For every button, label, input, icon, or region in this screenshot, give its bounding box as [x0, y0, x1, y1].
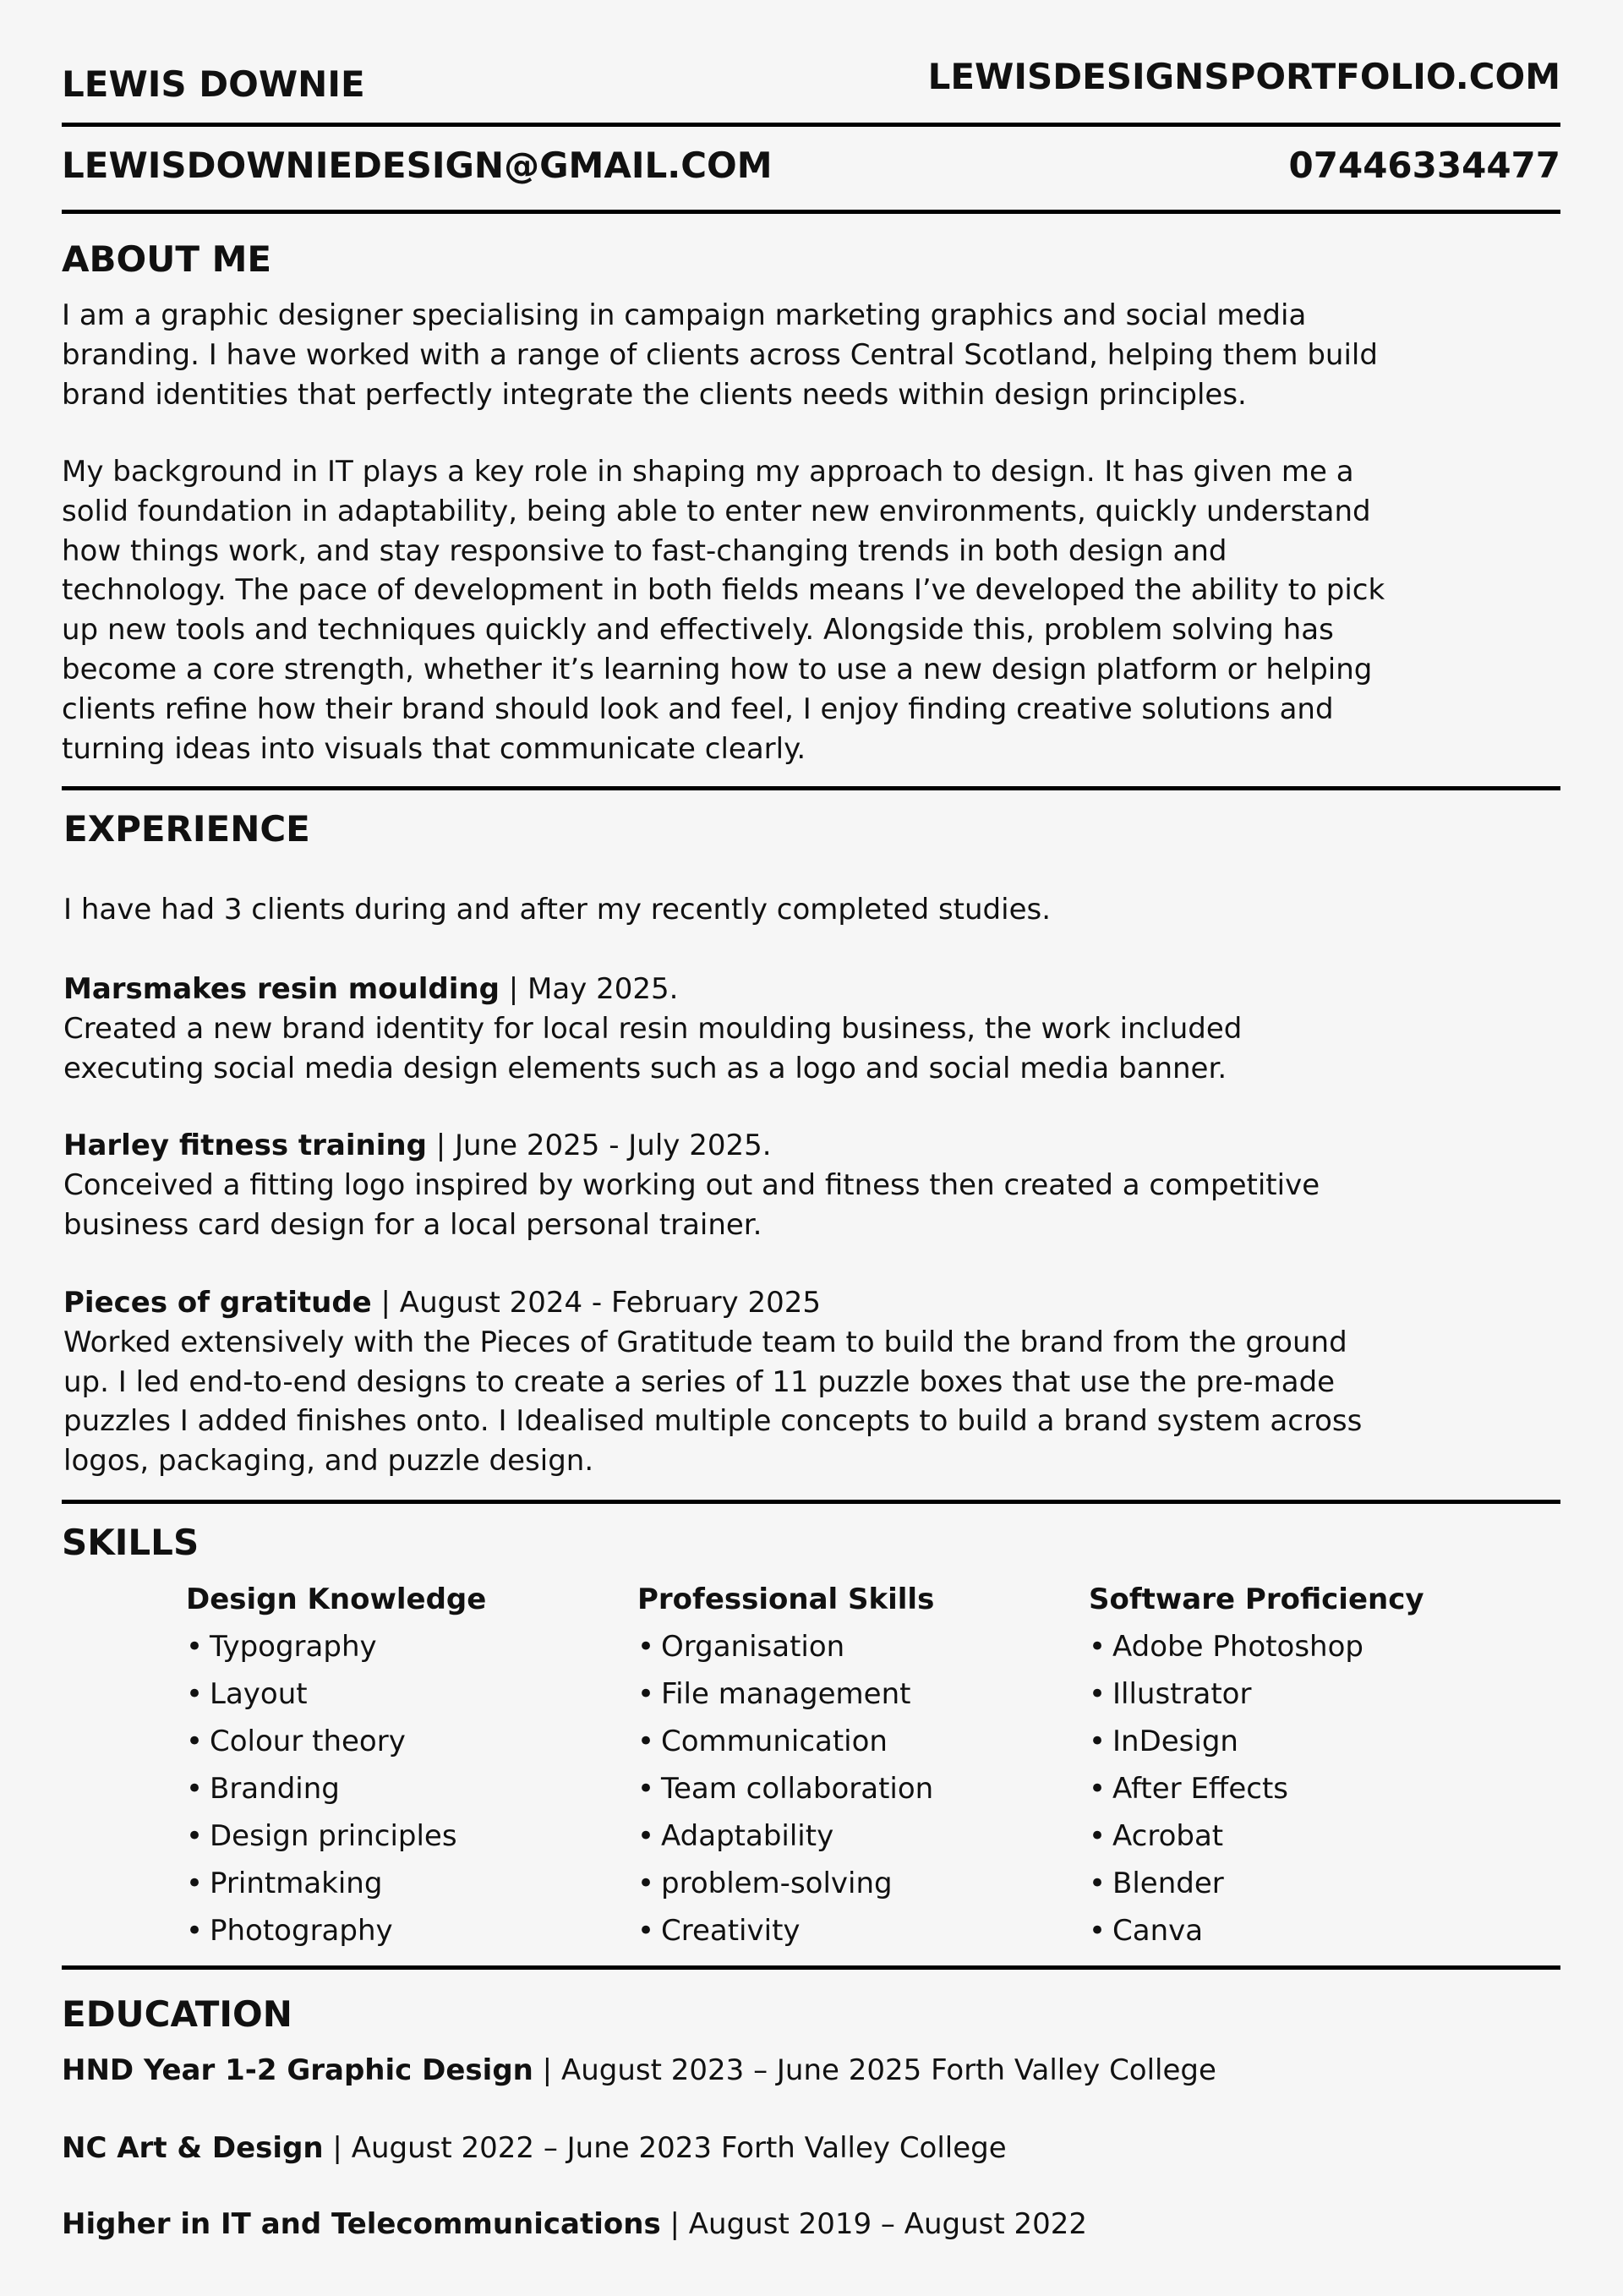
text-line: executing social media design elements such as a logo and social media banner.	[63, 1051, 1227, 1085]
education-details: | August 2023 – June 2025 Forth Valley College	[533, 2053, 1216, 2087]
skills-column-heading: Professional Skills	[637, 1583, 935, 1616]
text-line: business card design for a local personal trainer.	[63, 1207, 762, 1242]
text-line: logos, packaging, and puzzle design.	[63, 1444, 594, 1479]
skill-item	[1089, 1623, 1424, 1670]
education-title: EDUCATION	[62, 1993, 292, 2035]
skills-column-heading: Software Proficiency	[1089, 1583, 1424, 1616]
website: LEWISDESIGNSPORTFOLIO.COM	[927, 56, 1560, 97]
skill-label: Adaptability	[661, 1819, 834, 1853]
text-line: become a core strength, whether it’s learning how to use a new design platform or helping	[62, 652, 1373, 686]
bullet-icon: •	[1089, 1867, 1107, 1900]
about-paragraph-1	[62, 296, 1378, 414]
text-line: up new tools and techniques quickly and effectively. Alongside this, problem solving has	[62, 613, 1334, 648]
skill-label: After Effects	[1112, 1772, 1289, 1806]
experience-entry	[63, 970, 1242, 1088]
text-line: puzzles I added finishes onto. I Idealised multiple concepts to build a brand system across	[63, 1404, 1363, 1439]
skill-item	[186, 1765, 486, 1812]
skills-column-heading: Design Knowledge	[186, 1583, 487, 1616]
text-line: solid foundation in adaptability, being able to enter new environments, quickly understand	[62, 494, 1371, 528]
client-name: Pieces of gratitude	[63, 1286, 372, 1320]
divider	[62, 1965, 1560, 1970]
text-line: turning ideas into visuals that communicate clearly.	[62, 731, 806, 766]
skill-item	[1089, 1860, 1424, 1907]
skill-item	[1089, 1670, 1424, 1718]
education-details: | August 2022 – June 2023 Forth Valley College	[323, 2131, 1007, 2165]
skill-label: InDesign	[1112, 1725, 1238, 1758]
education-entry	[62, 2051, 1216, 2091]
bullet-icon: •	[186, 1725, 204, 1758]
bullet-icon: •	[1089, 1914, 1107, 1948]
education-entry	[62, 2205, 1087, 2244]
skill-item	[186, 1907, 486, 1954]
skill-item	[637, 1907, 934, 1954]
skill-item	[637, 1765, 934, 1812]
skills-column	[1089, 1576, 1424, 1954]
skill-item	[186, 1812, 486, 1860]
text-line: Conceived a fitting logo inspired by working out and fitness then created a competitive	[63, 1167, 1320, 1202]
text-line: branding. I have worked with a range of clients across Central Scotland, helping them build	[62, 337, 1378, 372]
experience-title: EXPERIENCE	[63, 808, 310, 850]
skill-label: Printmaking	[210, 1867, 383, 1900]
divider	[62, 210, 1560, 214]
bullet-icon: •	[186, 1677, 204, 1711]
bullet-icon: •	[186, 1819, 204, 1853]
skill-item	[637, 1718, 934, 1765]
bullet-icon: •	[186, 1630, 204, 1664]
bullet-icon: •	[186, 1772, 204, 1806]
text-line: brand identities that perfectly integrate the clients needs within design principles.	[62, 377, 1247, 412]
skill-label: Blender	[1112, 1867, 1224, 1900]
client-name: Marsmakes resin moulding	[63, 972, 500, 1006]
about-paragraph-2	[62, 452, 1385, 768]
skill-item	[637, 1812, 934, 1860]
bullet-icon: •	[1089, 1772, 1107, 1806]
bullet-icon: •	[1089, 1819, 1107, 1853]
skill-label: problem-solving	[661, 1867, 893, 1900]
skill-label: Design principles	[210, 1819, 457, 1853]
experience-entry	[63, 1126, 1320, 1244]
text-line: I am a graphic designer specialising in campaign marketing graphics and social media	[62, 298, 1307, 332]
skill-item	[1089, 1812, 1424, 1860]
skill-item	[637, 1670, 934, 1718]
entry-date: | August 2024 - February 2025	[371, 1286, 822, 1320]
skill-item	[1089, 1907, 1424, 1954]
experience-entry	[63, 1283, 1362, 1481]
qualification: HND Year 1-2 Graphic Design	[62, 2053, 533, 2087]
about-title: ABOUT ME	[62, 238, 272, 280]
skill-label: Communication	[661, 1725, 888, 1758]
client-name: Harley fitness training	[63, 1129, 427, 1162]
skill-item	[186, 1860, 486, 1907]
bullet-icon: •	[186, 1914, 204, 1948]
text-line: My background in IT plays a key role in shaping my approach to design. It has given me a	[62, 455, 1354, 489]
text-line: Created a new brand identity for local resin moulding business, the work included	[63, 1011, 1243, 1046]
entry-date: | May 2025.	[499, 972, 679, 1006]
phone: 07446334477	[1288, 145, 1560, 186]
divider	[62, 786, 1560, 790]
text-line: Worked extensively with the Pieces of Gratitude team to build the brand from the ground	[63, 1325, 1347, 1359]
education-details: | August 2019 – August 2022	[660, 2207, 1088, 2241]
bullet-icon: •	[637, 1819, 655, 1853]
skill-item	[1089, 1765, 1424, 1812]
bullet-icon: •	[637, 1772, 655, 1806]
education-entry	[62, 2129, 1007, 2168]
skills-column	[186, 1576, 486, 1954]
entry-date: | June 2025 - July 2025.	[426, 1129, 772, 1162]
name: LEWIS DOWNIE	[62, 63, 365, 105]
skill-label: Team collaboration	[661, 1772, 934, 1806]
skill-item	[1089, 1718, 1424, 1765]
bullet-icon: •	[637, 1914, 655, 1948]
bullet-icon: •	[1089, 1677, 1107, 1711]
skill-label: File management	[661, 1677, 911, 1711]
skill-item	[637, 1860, 934, 1907]
skill-label: Acrobat	[1112, 1819, 1224, 1853]
divider	[62, 1500, 1560, 1504]
text-line: clients refine how their brand should look and feel, I enjoy finding creative solutions and	[62, 692, 1334, 726]
divider	[62, 123, 1560, 127]
skill-label: Photography	[210, 1914, 393, 1948]
text-line: technology. The pace of development in both fields means I’ve developed the ability to pick	[62, 573, 1385, 608]
skill-label: Colour theory	[210, 1725, 406, 1758]
bullet-icon: •	[186, 1867, 204, 1900]
skills-title: SKILLS	[62, 1522, 199, 1563]
skill-label: Adobe Photoshop	[1112, 1630, 1363, 1664]
skill-label: Layout	[210, 1677, 308, 1711]
text-line: up. I led end-to-end designs to create a series of 11 puzzle boxes that use the pre-made	[63, 1364, 1336, 1399]
bullet-icon: •	[637, 1867, 655, 1900]
skill-item	[186, 1718, 486, 1765]
skill-item	[186, 1623, 486, 1670]
bullet-icon: •	[1089, 1630, 1107, 1664]
email: LEWISDOWNIEDESIGN@GMAIL.COM	[62, 145, 773, 186]
skill-label: Typography	[210, 1630, 377, 1664]
skill-label: Illustrator	[1112, 1677, 1252, 1711]
qualification: NC Art & Design	[62, 2131, 324, 2165]
skill-label: Organisation	[661, 1630, 845, 1664]
skill-label: Creativity	[661, 1914, 801, 1948]
bullet-icon: •	[637, 1725, 655, 1758]
skills-column	[637, 1576, 934, 1954]
text-line: how things work, and stay responsive to fast-changing trends in both design and	[62, 533, 1227, 568]
bullet-icon: •	[1089, 1725, 1107, 1758]
experience-intro: I have had 3 clients during and after my recently completed studies.	[63, 893, 1052, 927]
qualification: Higher in IT and Telecommunications	[62, 2207, 661, 2241]
bullet-icon: •	[637, 1677, 655, 1711]
bullet-icon: •	[637, 1630, 655, 1664]
skill-item	[637, 1623, 934, 1670]
skill-label: Branding	[210, 1772, 340, 1806]
skill-label: Canva	[1112, 1914, 1204, 1948]
skill-item	[186, 1670, 486, 1718]
